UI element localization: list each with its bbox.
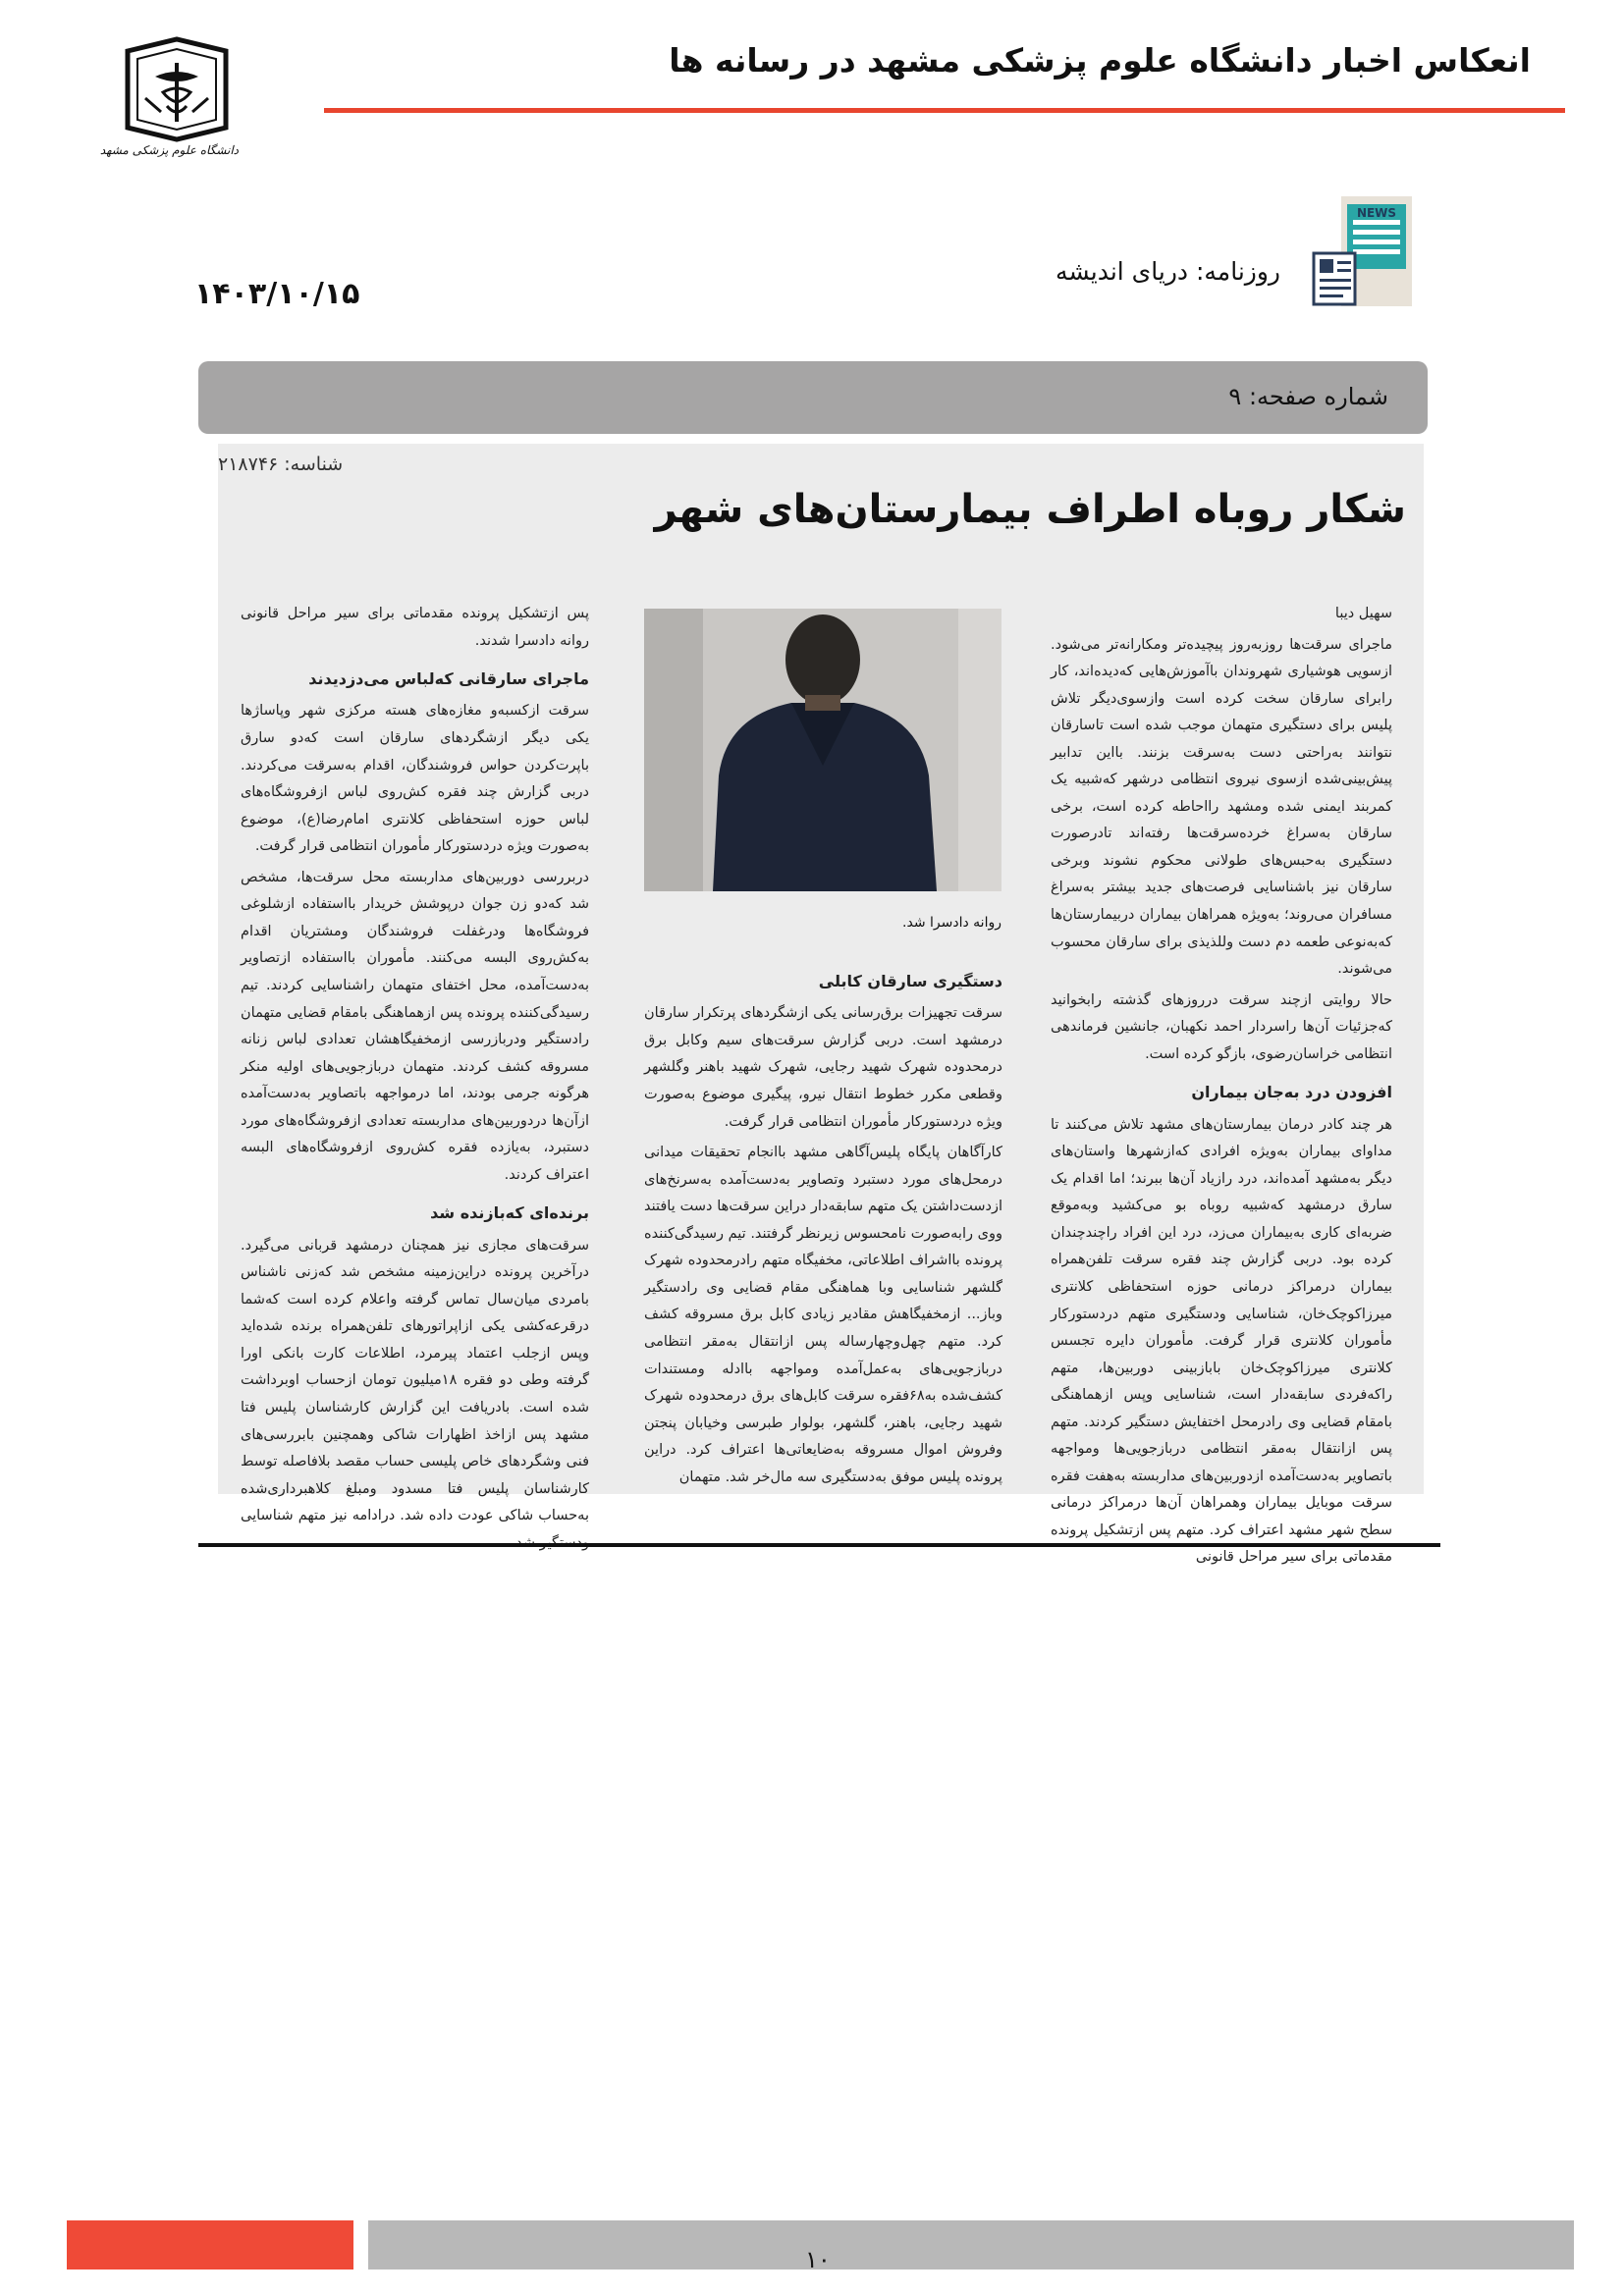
article-paragraph: سرقت‌های مجازی نیز همچنان درمشهد قربانی می‌گیرد. درآخرین پرونده دراین‌زمینه مشخص شد که‌زنی ناشناس بامردی میان‌سال تماس گرفته واعلام کرده است که‌شما درقرعه‌کشی یکی ازاپراتورهای تلفن‌همراه برنده شده‌اید وپس ازجلب اعتماد پیرمرد، اطلاعات کارت بانکی اورا گرفته وطی دو فقره ۱۸میلیون تومان ازحساب اوبرداشت شده است. بادریافت این گزارش کارشناسان پلیس فتا مشهد پس ازاخذ اظهارات شاکی وهمچنین بابررسی‌های فنی وشگردهای خاص پلیسی حساب مقصد بلافاصله توسط کارشناسان پلیس فتا مسدود ومبلغ کلاهبرداری‌شده به‌حساب شاکی عودت داده شد. درادامه نیز متهم شناسایی	[241, 1237, 589, 1524]
photo-caption: روانه دادسرا شد.	[902, 915, 1001, 931]
content-bottom-divider	[198, 1543, 1440, 1547]
article-paragraph: پس ازتشکیل پرونده مقدماتی برای سیر مراحل قانونی روانه دادسرا شدند.	[241, 606, 589, 649]
article-paragraph: سرقت تجهیزات برق‌رسانی یکی ازشگردهای پرتکرار سارقان درمشهد است. دربی گزارش سرقت‌های سیم وکابل برق درمحدوده شهرک شهید رجایی، شهرک شهید باهنر وگلشهر وقطعی مکرر خطوط انتقال نیرو، پیگیری موضوع به‌صورت ویژه دردستورکار مأموران انتظامی قرار گرفت.	[644, 1005, 1002, 1130]
university-logo-icon	[99, 37, 239, 165]
article-column-left	[241, 601, 589, 1524]
newspaper-icon	[1314, 196, 1412, 306]
header-title: انعکاس اخبار دانشگاه علوم پزشکی مشهد در رسانه ها	[669, 41, 1531, 80]
page-number-label: شماره صفحه: ۹	[1228, 383, 1388, 410]
footer-page-number: ۱۰	[805, 2246, 831, 2273]
publish-date: ۱۴۰۳/۱۰/۱۵	[194, 277, 360, 311]
article-subheading: برنده‌ای که‌بازنده شد	[430, 1203, 589, 1223]
article-paragraph: ماجرای سرقت‌ها روزبه‌روز پیچیده‌تر ومکارانه‌تر می‌شود. ازسویی هوشیاری شهروندان باآموزش‌هایی که‌دیده‌اند، کار رابرای سارقان سخت کرده است وازسوی‌دیگر تلاش پلیس برای دستگیری متهمان موجب شده است تاسارقان نتوانند به‌راحتی دست به‌سرقت بزنند. بااین تدابیر پیش‌بینی‌شده ازسوی نیروی انتظامی درشهر که‌شبیه یک کمربند ایمنی شده ومشهد رااحاطه کرده است، برخی سارقان به‌سراغ خرده‌سرقت‌ها رفته‌اند تادرصورت دستگیری به‌حبس‌های طولانی محکوم نشوند وبرخی سارقان نیز باشناسایی فرصت‌های جدید بیشتر به‌سراغ مسافران می‌روند؛ به‌ویژه همراهان بیماران دربیمارستان‌ها که‌به‌نوعی طعمه دم دست وللذیذی برای سارقان محسوب می‌شوند.	[1051, 636, 1392, 978]
article-photo	[644, 609, 1001, 891]
article-headline: شکار روباه اطراف بیمارستان‌های شهر	[654, 487, 1406, 532]
article-column-middle	[644, 957, 1002, 1487]
article-paragraph: کارآگاهان پایگاه پلیس‌آگاهی مشهد باانجام تحقیقات میدانی درمحل‌های مورد دستبرد وتصاویر به‌دست‌آمده به‌سرنخ‌های ازدست‌داشتن یک متهم سابقه‌دار دراین سرقت‌ها دست یافتند ووی رابه‌صورت نامحسوس زیرنظر گرفتند. تیم رسیدگی‌کننده پرونده بااشراف اطلاعاتی، مخفیگاه متهم رادرمحدوده شهرک گلشهر شناسایی وبا هماهنگی مقام قضایی وی رادستگیر وباز... ازمخفیگاهش مقادیر زیادی کابل برق مسروقه کشف کرد. متهم چهل‌وچهارساله پس ازانتقال به‌مقر انتظامی دربازجویی‌های به‌عمل‌آمده ومواجهه باادله ومستندات کشف‌شده به۶۸فقره سرقت کابل‌های برق درمحدوده شهرک شهید رجایی، باهنر، گلشهر، بولوار طبرسی وخیابان پنجتن وفروش اموال مسروقه به‌ضایعاتی‌ها اعتراف کرد. دراین پرونده پلیس موفق به‌دستگیری سه مال‌خر شد. متهمان	[644, 1145, 1002, 1485]
footer-accent-bar	[67, 2220, 353, 2269]
article-paragraph: دربررسی دوربین‌های مداربسته محل سرقت‌ها، مشخص شد که‌دو زن جوان درپوشش خریدار بااستفاده ازشلوغی فروشگاه‌ها ودرغفلت فروشندگان ومشتریان اقدام به‌کش‌روی البسه می‌کنند. مأموران بااستفاده ازتصاویر به‌دست‌آمده، محل اختفای متهمان راشناسایی کردند. تیم رسیدگی‌کننده پرونده پس ازهماهنگی بامقام قضایی متهمان رادستگیر ودربازرسی ازمخفیگاهشان تعدادی لباس زنانه مسروقه کشف کردند. متهمان دربازجویی‌های اولیه منکر هرگونه جرمی بودند، اما درمواجهه باتصاویر به‌دست‌آمده ازآن‌ها دردوربین‌های مداربسته تعدادی ازفروشگاه‌های مورد دستبرد، به‌یازده فقره کش‌روی ازفروشگاه‌های البسه اعتراف کردند.	[241, 869, 589, 1183]
article-paragraph: سهیل دیبا	[1334, 606, 1392, 621]
header-divider	[324, 108, 1565, 113]
article-paragraph: حالا روایتی ازچند سرقت درروزهای گذشته رابخوانید که‌جزئیات آن‌ها راسردار احمد نکهبان، جانشین فرماندهی انتظامی خراسان‌رضوی، بازگو کرده است.	[1051, 991, 1392, 1062]
article-paragraph: هر چند کادر درمان بیمارستان‌های مشهد تلاش می‌کنند تا مداوای بیماران به‌ویژه افرادی که‌ازشهرها واستان‌های دیگر به‌مشهد آمده‌اند، درد رازیاد آن‌ها ببرند؛ اما اقدام یک سارق درمشهد که‌شبیه روباه بو می‌کشید وبه‌موقع ضربه‌ای کاری به‌بیماران می‌زد، درد این افراد راچندچندان کرده بود. دربی گزارش چند فقره سرقت تلفن‌همراه بیماران درمراکز درمانی حوزه استحفاظی کلانتری میرزاکوچک‌خان، شناسایی ودستگیری متهم دردستورکار مأموران کلانتری قرار گرفت. مأموران دایره تجسس کلانتری میرزاکوچک‌خان بابازبینی دوربین‌ها، متهم راکه‌فردی سابقه‌دار است، شناسایی وپس ازهماهنگی بامقام قضایی وی رادرمحل اختفایش دستگیر کردند. متهم پس ازانتقال به‌مقر انتظامی دربازجویی‌ها ومواجهه باتصاویر به‌دست‌آمده ازدوربین‌های مداربسته به‌هفت فقره سرقت موبایل بیماران وهمراهان آن‌ها درمراکز درمانی سطح شهر مشهد اعتراف کرد. متهم پس ازتشکیل پرونده مقدماتی برای سیر مراحل قانونی	[1051, 1116, 1392, 1566]
footer-bar	[368, 2220, 1574, 2269]
newspaper-name: روزنامه: دریای اندیشه	[1056, 257, 1280, 286]
article-column-right	[1051, 601, 1392, 1566]
article-subheading: ماجرای سارقانی که‌لباس می‌دزدیدند	[308, 669, 589, 689]
logo-caption: دانشگاه علوم پزشکی مشهد	[99, 143, 239, 157]
article-subheading: دستگیری سارقان کابلی	[818, 972, 1002, 990]
article-paragraph: سرقت ازکسبه‌و مغازه‌های هسته مرکزی شهر وپاساژها یکی دیگر ازشگردهای سارقان است که‌دو سارق باپرت‌کردن حواس فروشندگان، اقدام به‌سرقت می‌کردند. دربی گزارش چند فقره کش‌روی لباس ازفروشگاه‌های لباس حوزه استحفاظی کلانتری امام‌رضا(ع)، موضوع به‌صورت ویژه دردستورکار مأموران انتظامی قرار گرفت.	[241, 703, 589, 855]
article-id: شناسه: ۲۱۸۷۴۶	[218, 454, 344, 475]
news-badge: NEWS	[1356, 206, 1397, 220]
article-subheading: افزودن درد به‌جان بیماران	[1191, 1083, 1392, 1102]
